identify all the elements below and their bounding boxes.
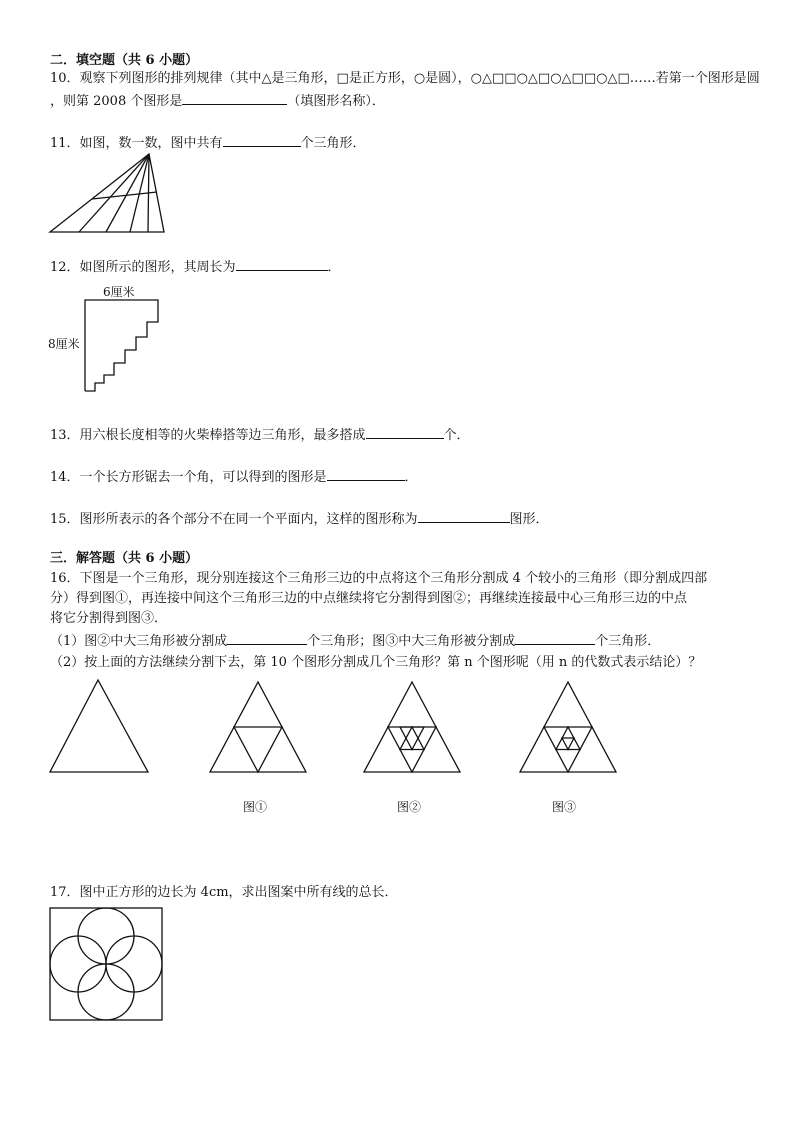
answer-blank-13[interactable]: [366, 426, 444, 439]
petal-right: [106, 936, 162, 992]
question-15-suffix: 图形．: [509, 512, 549, 527]
ray-1: [79, 154, 149, 232]
staircase-outline: [85, 300, 158, 391]
answer-blank-15[interactable]: [418, 510, 510, 523]
answer-blank-14[interactable]: [327, 468, 405, 481]
figure-2-inner-split: [400, 727, 424, 750]
question-11-text: 11．如图，数一数，图中共有: [50, 136, 223, 151]
figure-2: [362, 680, 464, 774]
label-8cm: 8厘米: [48, 337, 80, 351]
question-16-line-3: 将它分割得到图③．: [50, 611, 168, 626]
answer-blank-16-1b[interactable]: [515, 632, 595, 645]
ray-4: [148, 154, 149, 232]
figure-1-middle: [234, 727, 282, 772]
question-14: [50, 468, 418, 487]
question-16-line-2: 分）得到图①，再连接中间这个三角形三边的中点继续将它分割得到图②；再继续连接最中心三角形三边的中点: [50, 591, 688, 606]
caption-figure-2: 图②: [397, 800, 422, 814]
triangle-outline: [50, 680, 148, 772]
question-11: [50, 134, 366, 153]
answer-blank-11[interactable]: [223, 134, 301, 147]
answer-blank-16-1a[interactable]: [227, 632, 307, 645]
question-14-suffix: ．: [404, 470, 418, 485]
figure-2-inner: [400, 727, 424, 750]
question-16-part-1-text: （1）图②中大三角形被分割成: [50, 634, 228, 649]
question-14-text: 14．一个长方形锯去一个角，可以得到的图形是: [50, 470, 327, 485]
question-10-line-2: [50, 92, 385, 111]
section-3-heading: 三．解答题（共 6 小题）: [50, 551, 199, 566]
square-petal-figure: [48, 906, 164, 1022]
figure-1: [208, 680, 310, 774]
caption-figure-1: 图①: [243, 800, 268, 814]
question-13-text: 13．用六根长度相等的火柴棒搭等边三角形，最多搭成: [50, 428, 366, 443]
petal-top: [78, 908, 134, 964]
original-triangle-figure: [48, 678, 150, 774]
staircase-figure: [80, 295, 164, 393]
question-12-text: 12．如图所示的图形，其周长为: [50, 260, 236, 275]
question-10-text: ，则第 2008 个图形是: [50, 94, 183, 109]
figure-3: [518, 680, 620, 774]
question-16-part-1-suffix: 个三角形．: [595, 634, 661, 649]
question-16-line-1: 16．下图是一个三角形，现分别连接这个三角形三边的中点将这个三角形分割成 4 个较小的三角形（即分割成四部: [50, 571, 708, 586]
petal-left: [50, 936, 106, 992]
question-16-part-1: [50, 632, 660, 651]
triangle-count-figure: [48, 152, 166, 234]
question-15: [50, 510, 549, 529]
label-6cm: 6厘米: [103, 285, 135, 299]
section-2-heading: 二．填空题（共 6 小题）: [50, 53, 199, 68]
answer-blank-12[interactable]: [236, 258, 328, 271]
question-15-text: 15．图形所表示的各个部分不在同一个平面内，这样的图形称为: [50, 512, 418, 527]
answer-blank-10[interactable]: [182, 92, 287, 105]
question-11-suffix: 个三角形．: [300, 136, 366, 151]
question-16-part-1-middle: 个三角形；图③中大三角形被分割成: [307, 634, 516, 649]
petal-bottom: [78, 964, 134, 1020]
question-17: 17．图中正方形的边长为 4cm，求出图案中所有线的总长．: [50, 885, 398, 900]
caption-figure-3: 图③: [552, 800, 577, 814]
question-10-suffix: （填图形名称）．: [287, 94, 385, 109]
question-16-part-2: （2）按上面的方法继续分割下去，第 10 个图形分割成几个三角形？第 n 个图形呢（用 n 的代数式表示结论）？: [50, 655, 702, 670]
question-10-line-1: 10．观察下列图形的排列规律（其中△是三角形，□是正方形，○是圆），○△□□○△□○△□□○△□……若第一个图形是圆: [50, 71, 760, 86]
question-12: [50, 258, 341, 277]
figure-3-center: [562, 738, 574, 750]
question-12-suffix: ．: [327, 260, 341, 275]
question-13: [50, 426, 470, 445]
question-13-suffix: 个．: [443, 428, 470, 443]
